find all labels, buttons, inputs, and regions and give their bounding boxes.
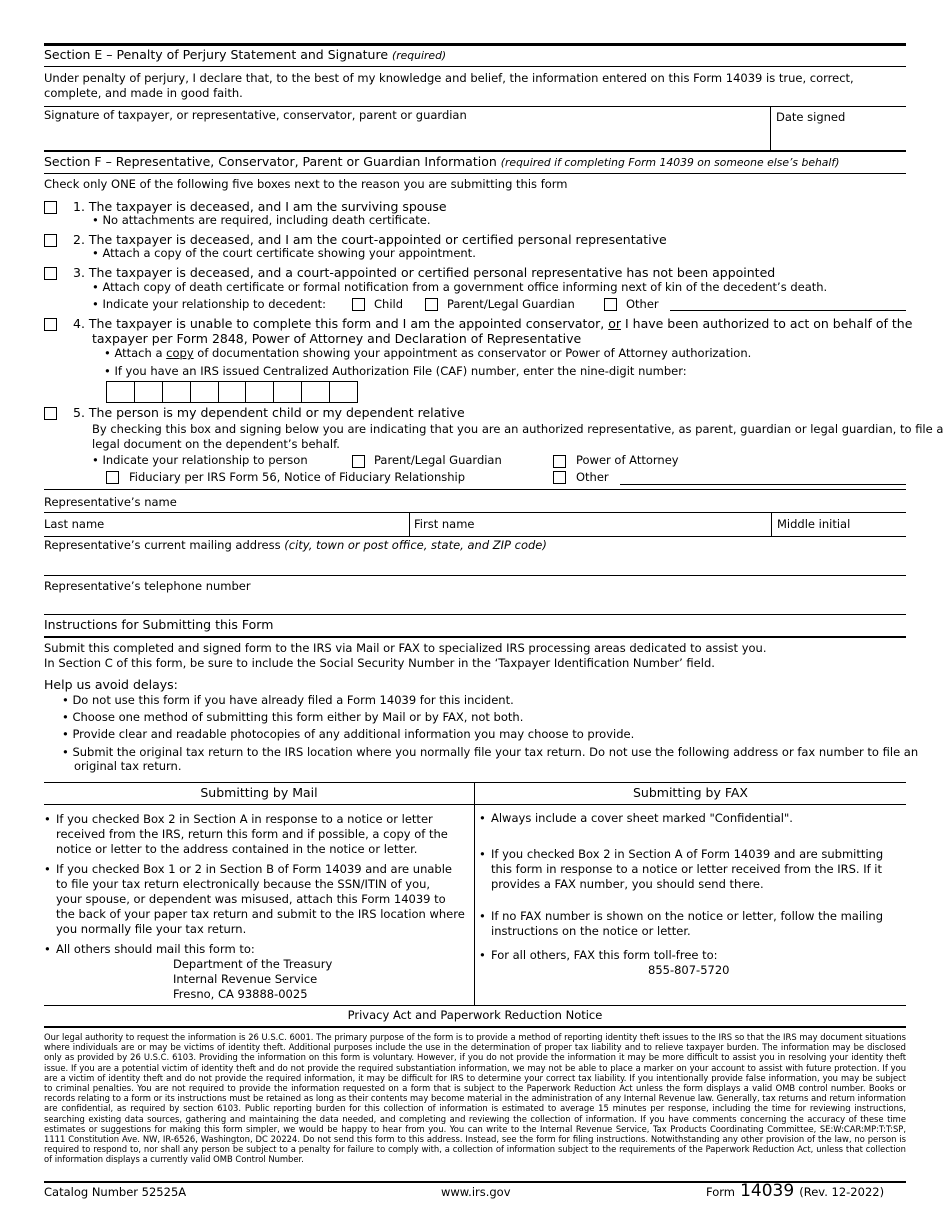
option-5-label: 5. The person is my dependent child or my dependent relative	[73, 405, 465, 420]
divider	[44, 804, 906, 805]
relationship-parent-checkbox[interactable]	[425, 298, 438, 311]
phone-field[interactable]	[46, 595, 904, 613]
divider	[474, 782, 475, 1005]
divider	[770, 106, 771, 150]
divider	[44, 150, 906, 152]
irs-url[interactable]: www.irs.gov	[441, 1185, 511, 1199]
divider	[44, 636, 906, 638]
help-heading: Help us avoid delays:	[44, 677, 178, 692]
relationship-parent-label: Parent/Legal Guardian	[447, 297, 575, 311]
person-other-checkbox[interactable]	[553, 471, 566, 484]
relationship-other-field[interactable]	[670, 310, 906, 311]
relationship-other-label: Other	[626, 297, 659, 311]
date-signed-field[interactable]	[774, 126, 904, 148]
fax-header: Submitting by FAX	[632, 785, 748, 800]
option-3-label: 3. The taxpayer is deceased, and a court-appointed or certified personal representative has not been appointed	[73, 265, 776, 280]
help-bullet-3: • Provide clear and readable photocopies of any additional information you may choose to provide.	[62, 727, 635, 741]
option-4-bullet-1: • Attach a copy of documentation showing your appointment as conservator or Power of Attorney authorization.	[104, 346, 752, 360]
form-page: Section E – Penalty of Perjury Statement and Signature (required) Under penalty of perjury, I declare that, to the best of my knowledge and belief, the information entered on this Form 14039 is true, correct, complete, and made in good faith. Signature of taxpayer, or representative, conservator, parent or guardian Date signed Section F – Representative, Conservator, Parent or Guardian Information (required if completing Form 14039 on someone else’s behalf) Check only ONE of the following five boxes next to the reason you are submitting this form 1. The taxpayer is deceased, and I am the surviving spouse • No attachments are required, including death certificate. 2. The taxpayer is deceased, and I am the court-appointed or certified personal representative • Attach a copy of the court certificate showing your appointment. 3. The taxpayer is deceased, and a court-appointed or certified personal representative has not been appointed • Attach copy of death certificate or formal notification from a government office informing next of kin of the decedent’s death. • Indicate your relationship to decedent: Child Parent/Legal Guardian Other 4. The taxpayer is unable to complete this form and I am the appointed conservator, or I have been authorized to act on behalf of the taxpayer per Form 2848, Power of Attorney and Declaration of Representative • Attach a copy of documentation showing your appointment as conservator or Power of Attorney authorization. • If you have an IRS issued Centralized Authorization File (CAF) number, enter the nine-digit number: 5. The person is my dependent child or my dependent relative By checking this box and signing below you are indicating that you are an authorized representative, as parent, guardian or legal guardian, to file a legal document on the dependent’s behalf. • Indicate your relationship to person Parent/Legal Guardian Power of Attorney Fiduciary per IRS Form 56, Notice of Fiduciary Relationship Other Representative’s name Last name First name Middle initial Representative’s current mailing address (city, town or post office, state, and ZIP code) Representative’s telephone number Instructions for Submitting this Form Submit this completed and signed form to the IRS via Mail or FAX to specialized IRS processing areas dedicated to assist you. In Section C of this form, be sure to include the Social Security Number in the ‘Taxpayer Identification Number’ field. Help us avoid delays: • Do not use this form if you have already filed a Form 14039 for this incident. • Choose one method of submitting this form either by Mail or by FAX, not both. • Provide clear and readable photocopies of any additional information you may choose to provide. • Submit the original tax return to the IRS location where you normally file your tax return. Do not use the following address or fax number to file an original tax return. Submitting by Mail Submitting by FAX • If you checked Box 2 in Section A in response to a notice or letter received from the IRS, return this form and if possible, a copy of the notice or letter to the address contained in the notice or letter. • If you checked Box 1 or 2 in Section B of Form 14039 and are unable to file your tax return electronically because the SSN/ITIN of you, your spouse, or dependent was misused, attach this Form 14039 to the back of your paper tax return and submit to the IRS location where you normally file your tax return. • All others should mail this form to: Department of the Treasury Internal Revenue Service Fresno, CA 93888-0025 • Always include a cover sheet marked "Confidential". • If you checked Box 2 in Section A of Form 14039 and are submitting this form in response to a notice or letter received from the IRS. If it provides a FAX number, you should send there. • If no FAX number is shown on the notice or letter, follow the mailing instructions on the notice or letter. • For all others, FAX this form toll-free to: 855-807-5720 Privacy Act and Paperwork Reduction Notice Our legal authority to request the information is 26 U.S.C. 6001. The primary purpose of the form is to provide a method of reporting identity theft issues to the IRS so that the IRS may document situations where individuals are or may be victims of identity theft. Additional purposes include the use in the determination of proper tax liability and to relieve taxpayer burden. The information may be disclosed only as provided by 26 U.S.C. 6103. Providing the information on this form is voluntary. However, if you do not provide the information it may be more difficult to assist you in resolving your identity theft issue. If you are a potential victim of identity theft and do not provide the required substantiation information, we may not be able to place a marker on your account to assist with future protection. If you are a victim of identity theft and do not provide the required information, it may be difficult for IRS to determine your correct tax liability. If you intentionally provide false information, you may be subject to criminal penalties. You are not required to provide the information requested on a form that is subject to the Paperwork Reduction Act unless the form displays a valid OMB control number. Books or records relating to a form or its instructions must be retained as long as their contents may become material in the administration of any Internal Revenue law. Generally, tax returns and return information are confidential, as required by section 6103. Public reporting burden for this collection of information is estimated to average 15 minutes per response, including the time for reviewing instructions, searching existing data sources, gathering and maintaining the data needed, and completing and reviewing the collection of information. If you have comments concerning the accuracy of these time estimates or suggestions for making this form simpler, we would be happy to hear from you. You can write to the Internal Revenue Service, Tax Products Coordinating Committee, SE:W:CAR:MP:T:T:SP, 1111 Constitution Ave. NW, IR-6526, Washington, DC 20224. Do not send this form to this address. Instead, see the form for filing instructions. Notwithstanding any other provision of the law, no person is required to respond to, nor shall any person be subject to a penalty for failure to comply with, a collection of information subject to the requirements of the Paperwork Reduction Act, unless that collection of information displays a currently valid OMB Control Number. Catalog Number 52525A www.irs.gov Form 14039 (Rev. 12-2022)	[0, 0, 950, 1230]
option-4-bullet-2: • If you have an IRS issued Centralized Authorization File (CAF) number, enter the nine-digit number:	[104, 364, 687, 378]
date-signed-label: Date signed	[776, 110, 846, 124]
divider	[44, 1005, 906, 1006]
help-bullet-2: • Choose one method of submitting this form either by Mail or by FAX, not both.	[62, 710, 524, 724]
privacy-notice-text: Our legal authority to request the information is 26 U.S.C. 6001. The primary purpose of the form is to provide a method of reporting identity theft issues to the IRS so that the IRS may document situations where individuals are or may be victims of identity theft. Additional purposes include the use in the determination of proper tax liability and to relieve taxpayer burden. The information may be disclosed only as provided by 26 U.S.C. 6103. Providing the information on this form is voluntary. However, if you do not provide the information it may be more difficult to assist you in resolving your identity theft issue. If you are a potential victim of identity theft and do not provide the required substantiation information, we may not be able to place a marker on your account to assist with future protection. If you are a victim of identity theft and do not provide the required information, it may be difficult for IRS to determine your correct tax liability. If you intentionally provide false information, you may be subject to criminal penalties. You are not required to provide the information requested on a form that is subject to the Paperwork Reduction Act unless the form displays a valid OMB control number. Books or records relating to a form or its instructions must be retained as long as their contents may become material in the administration of any Internal Revenue law. Generally, tax returns and return information are confidential, as required by section 6103. Public reporting burden for this collection of information is estimated to average 15 minutes per response, including the time for reviewing instructions, searching existing data sources, gathering and maintaining the data needed, and completing and reviewing the collection of information. If you have comments concerning the accuracy of these time estimates or suggestions for making this form simpler, we would be happy to hear from you. You can write to the Internal Revenue Service, Tax Products Coordinating Committee, SE:W:CAR:MP:T:T:SP, 1111 Constitution Ave. NW, IR-6526, Washington, DC 20224. Do not send this form to this address. Instead, see the form for filing instructions. Notwithstanding any other provision of the law, no person is required to respond to, nor shall any person be subject to a penalty for failure to comply with, a collection of information subject to the requirements of the Paperwork Reduction Act, unless that collection of information displays a currently valid OMB Control Number.	[44, 1032, 906, 1165]
option-5-checkbox[interactable]	[44, 407, 57, 420]
divider	[44, 43, 906, 46]
instructions-p2: In Section C of this form, be sure to include the Social Security Number in the ‘Taxpayer Identification Number’ field.	[44, 656, 715, 670]
option-3-bullet-2: • Indicate your relationship to decedent:	[92, 297, 327, 311]
divider	[44, 782, 906, 783]
person-poa-checkbox[interactable]	[553, 455, 566, 468]
help-bullet-4-cont: original tax return.	[74, 759, 182, 773]
option-1-label: 1. The taxpayer is deceased, and I am the surviving spouse	[73, 199, 447, 214]
first-name-field[interactable]	[500, 514, 766, 535]
divider	[44, 173, 906, 174]
divider	[771, 512, 772, 536]
option-2-label: 2. The taxpayer is deceased, and I am the court-appointed or certified personal representative	[73, 232, 667, 247]
option-3-checkbox[interactable]	[44, 267, 57, 280]
signature-label: Signature of taxpayer, or representative, conservator, parent or guardian	[44, 108, 467, 122]
fax-number: 855-807-5720	[648, 963, 730, 977]
option-4-label: 4. The taxpayer is unable to complete this form and I am the appointed conservator, or I have been authorized to act on behalf of the	[73, 316, 913, 331]
rep-name-label: Representative’s name	[44, 495, 177, 509]
divider	[44, 536, 906, 537]
help-bullet-4: • Submit the original tax return to the IRS location where you normally file your tax return. Do not use the following address or fax number to file an	[62, 745, 919, 759]
last-name-label: Last name	[44, 517, 105, 531]
divider	[44, 1026, 906, 1028]
divider	[44, 106, 906, 107]
option-1-bullet: • No attachments are required, including death certificate.	[92, 213, 431, 227]
phone-label: Representative’s telephone number	[44, 579, 251, 593]
section-f-title: Section F – Representative, Conservator, Parent or Guardian Information (required if completing Form 14039 on someone else’s behalf)	[44, 154, 840, 169]
mail-header: Submitting by Mail	[200, 785, 318, 800]
relationship-child-checkbox[interactable]	[352, 298, 365, 311]
divider	[44, 575, 906, 576]
relationship-child-label: Child	[374, 297, 404, 311]
person-other-label: Other	[576, 470, 609, 484]
option-5-desc-1: By checking this box and signing below you are indicating that you are an authorized representative, as parent, guardian or legal guardian, to file a	[92, 422, 944, 436]
middle-initial-label: Middle initial	[777, 517, 851, 531]
person-parent-checkbox[interactable]	[352, 455, 365, 468]
relationship-other-checkbox[interactable]	[604, 298, 617, 311]
divider	[44, 489, 906, 490]
option-5-bullet: • Indicate your relationship to person	[92, 453, 308, 467]
instructions-title: Instructions for Submitting this Form	[44, 617, 274, 632]
privacy-title: Privacy Act and Paperwork Reduction Notice	[347, 1008, 603, 1022]
first-name-label: First name	[414, 517, 475, 531]
address-label: Representative’s current mailing address (city, town or post office, state, and ZIP code)	[44, 538, 547, 552]
perjury-declaration: Under penalty of perjury, I declare that, to the best of my knowledge and belief, the information entered on this Form 14039 is true, correct, complete, and made in good faith.	[44, 71, 854, 100]
instructions-p1: Submit this completed and signed form to the IRS via Mail or FAX to specialized IRS processing areas dedicated to assist you.	[44, 641, 767, 655]
option-2-bullet: • Attach a copy of the court certificate showing your appointment.	[92, 246, 476, 260]
catalog-number: Catalog Number 52525A	[44, 1185, 187, 1199]
person-poa-label: Power of Attorney	[576, 453, 679, 467]
option-4-checkbox[interactable]	[44, 318, 57, 331]
divider	[44, 512, 906, 513]
section-f-instruction: Check only ONE of the following five boxes next to the reason you are submitting this form	[44, 177, 568, 191]
section-e-title: Section E – Penalty of Perjury Statement and Signature (required)	[44, 47, 447, 62]
person-fiduciary-checkbox[interactable]	[106, 471, 119, 484]
form-identifier: Form 14039 (Rev. 12-2022)	[706, 1181, 885, 1201]
person-fiduciary-label: Fiduciary per IRS Form 56, Notice of Fiduciary Relationship	[129, 470, 466, 484]
person-other-field[interactable]	[620, 484, 906, 485]
last-name-field[interactable]	[130, 514, 406, 535]
person-parent-label: Parent/Legal Guardian	[374, 453, 502, 467]
option-2-checkbox[interactable]	[44, 234, 57, 247]
address-field[interactable]	[46, 554, 904, 574]
divider	[44, 614, 906, 615]
option-1-checkbox[interactable]	[44, 201, 57, 214]
caf-number-input[interactable]	[106, 381, 358, 403]
option-4-label-cont: taxpayer per Form 2848, Power of Attorney and Declaration of Representative	[92, 331, 582, 346]
divider	[44, 66, 906, 67]
divider	[409, 512, 410, 536]
signature-field[interactable]	[46, 124, 768, 148]
option-3-bullet-1: • Attach copy of death certificate or formal notification from a government office informing next of kin of the decedent’s death.	[92, 280, 828, 294]
help-bullet-1: • Do not use this form if you have already filed a Form 14039 for this incident.	[62, 693, 514, 707]
option-5-desc-2: legal document on the dependent’s behalf.	[92, 437, 340, 451]
